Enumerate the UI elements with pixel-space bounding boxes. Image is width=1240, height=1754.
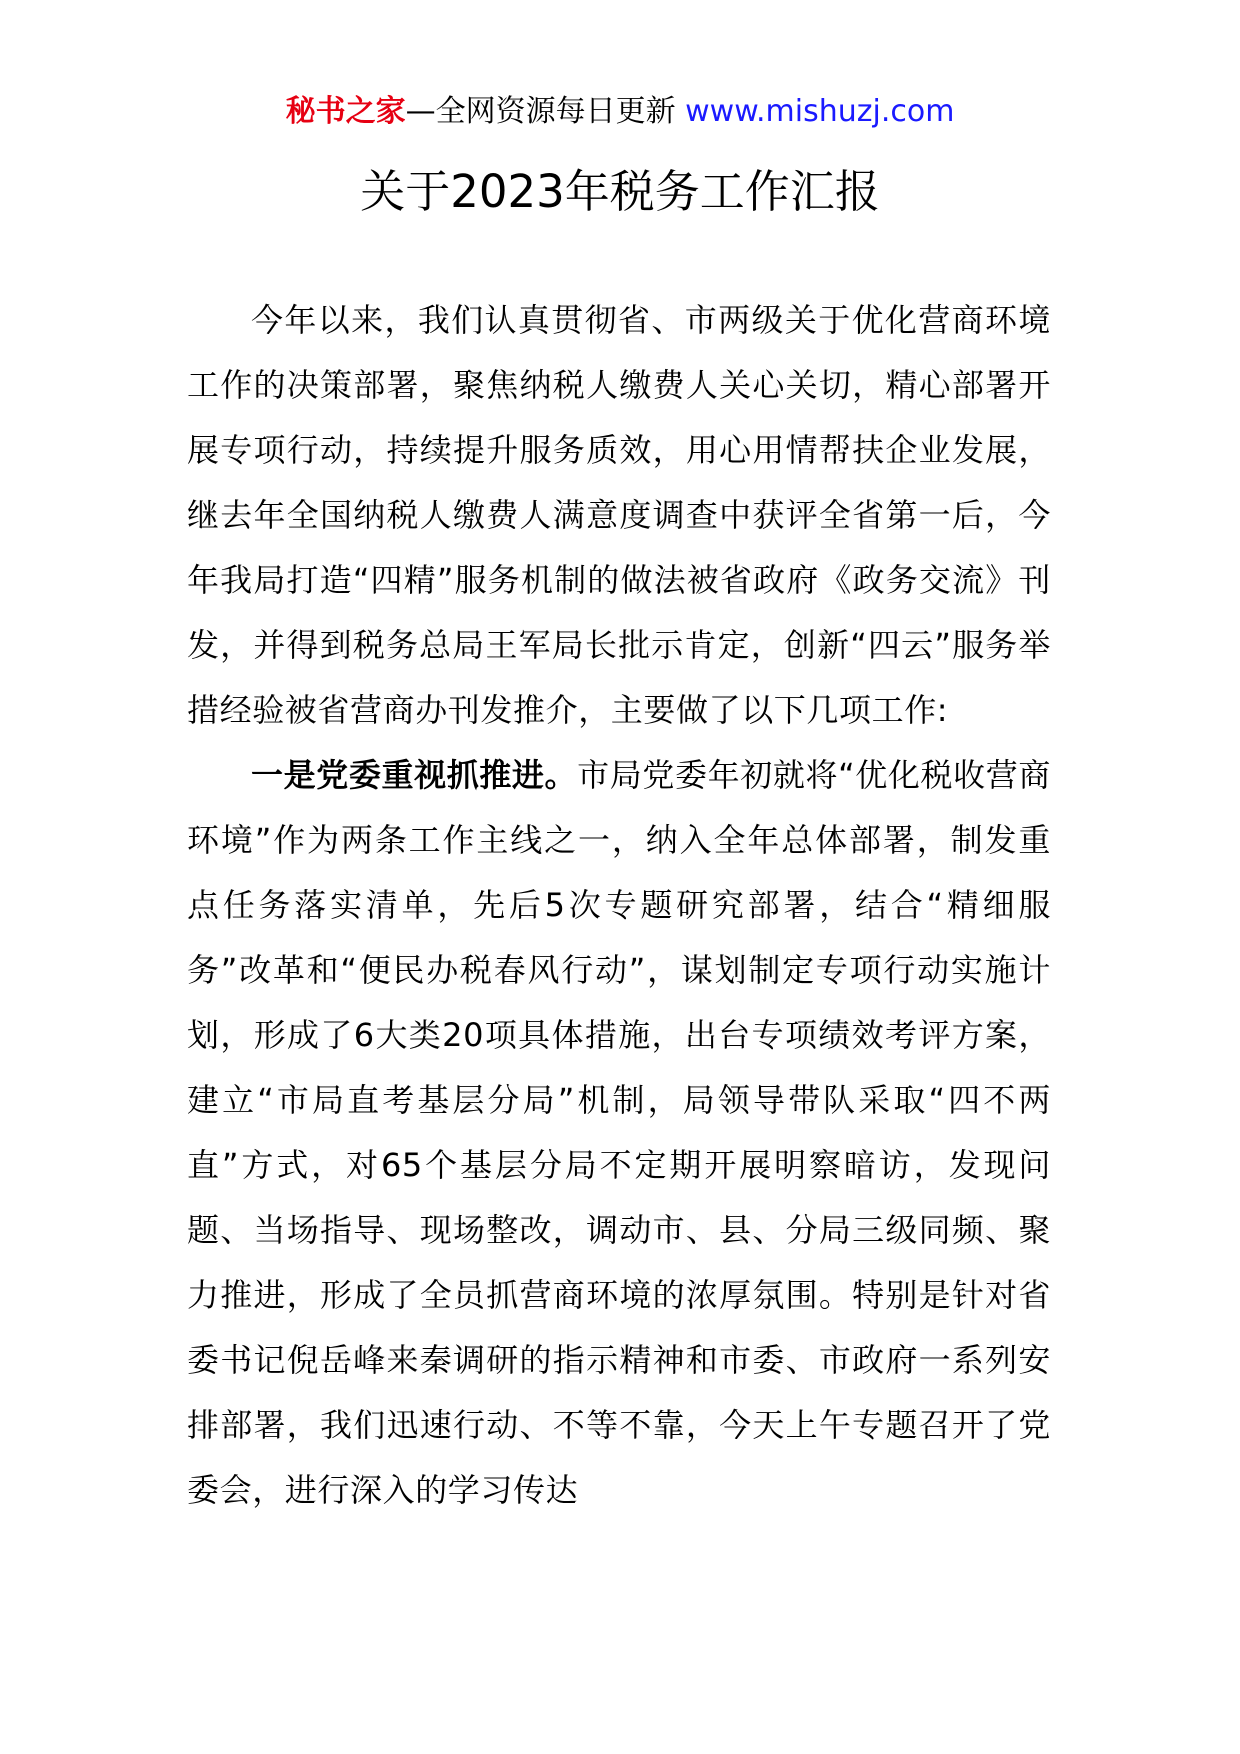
section-1-paragraph <box>187 743 1051 1523</box>
site-url-link[interactable]: www.mishuzj.com <box>685 94 955 129</box>
header-tagline: —全网资源每日更新 <box>405 94 676 129</box>
document-title: 关于2023年税务工作汇报 <box>360 165 880 218</box>
intro-paragraph: 今年以来，我们认真贯彻省、市两级关于优化营商环境工作的决策部署，聚焦纳税人缴费人关心关切，精心部署开展专项行动，持续提升服务质效，用心用情帮扶企业发展，继去年全国纳税人缴费人满意度调查中获评全省第一后，今年我局打造“四精”服务机制的做法被省政府《政务交流》刊发，并得到税务总局王军局长批示肯定，创新“四云”服务举措经验被省营商办刊发推介，主要做了以下几项工作: <box>187 301 1051 729</box>
site-header <box>0 90 1240 134</box>
document-body <box>187 288 1051 1523</box>
section-1-text: 市局党委年初就将“优化税收营商环境”作为两条工作主线之一，纳入全年总体部署，制发重点任务落实清单，先后5次专题研究部署，结合“精细服务”改革和“便民办税春风行动”，谋划制定专项行动实施计划，形成了6大类20项具体措施，出台专项绩效考评方案，建立“市局直考基层分局”机制，局领导带队采取“四不两直”方式，对65个基层分局不定期开展明察暗访，发现问题、当场指导、现场整改，调动市、县、分局三级同频、聚力推进，形成了全员抓营商环境的浓厚氛围。特别是针对省委书记倪岳峰来秦调研的指示精神和市委、市政府一系列安排部署，我们迅速行动、不等不靠，今天上午专题召开了党委会，进行深入的学习传达 <box>187 756 1051 1509</box>
brand-name: 秘书之家 <box>285 94 406 129</box>
section-1-heading: 一是党委重视抓推进。 <box>251 756 578 794</box>
